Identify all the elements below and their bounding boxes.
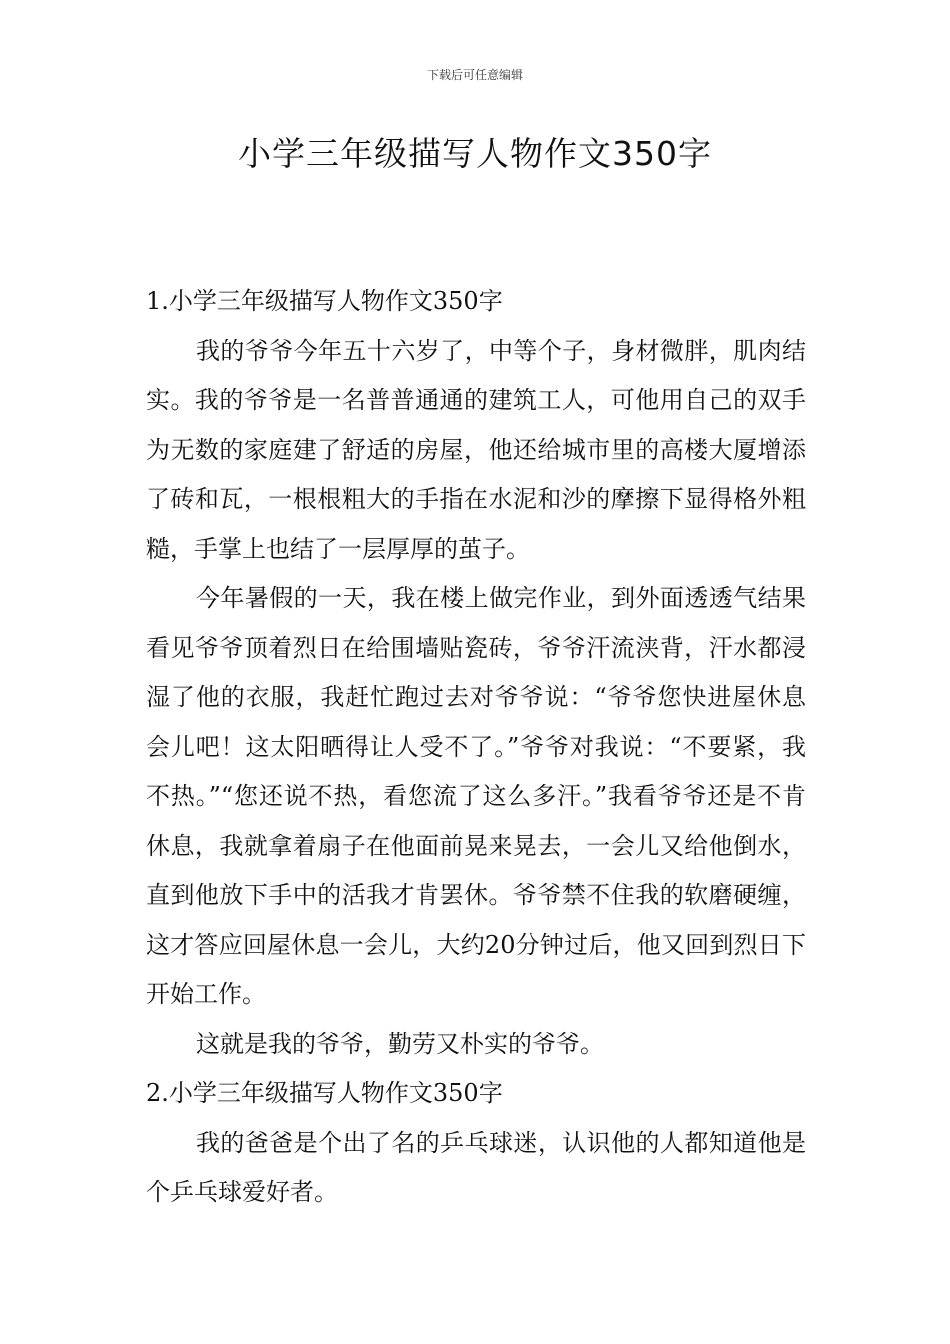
section-heading: 1.小学三年级描写人物作文350字 — [146, 287, 503, 315]
section-heading: 2.小学三年级描写人物作文350字 — [146, 1079, 503, 1107]
header-note: 下载后可任意编辑 — [426, 68, 523, 82]
paragraph: 我的爷爷今年五十六岁了，中等个子，身材微胖，肌肉结实。我的爷爷是一名普普通通的建筑工人，可他用自己的双手为无数的家庭建了舒适的房屋，他还给城市里的高楼大厦增添了砖和瓦，一根根粗大的手指在水泥和沙的摩擦下显得格外粗糙，手掌上也结了一层厚厚的茧子。 — [146, 336, 806, 563]
paragraph: 我的爸爸是个出了名的乒乓球迷，认识他的人都知道他是个乒乓球爱好者。 — [146, 1128, 806, 1206]
paragraph: 这就是我的爷爷，勤劳又朴实的爷爷。 — [196, 1029, 604, 1058]
paragraph: 今年暑假的一天，我在楼上做完作业，到外面透透气结果看见爷爷顶着烈日在给围墙贴瓷砖，爷爷汗流浃背，汗水都浸湿了他的衣服，我赶忙跑过去对爷爷说：“爷爷您快进屋休息会儿吧！这太阳晒得让人受不了。”爷爷对我说：“不要紧，我不热。”“您还说不热，看您流了这么多汗。”我看爷爷还是不肯休息，我就拿着扇子在他面前晃来晃去，一会儿又给他倒水，直到他放下手中的活我才肯罢休。爷爷禁不住我的软磨硬缠，这才答应回屋休息一会儿，大约20分钟过后，他又回到烈日下开始工作。 — [146, 584, 806, 1008]
page-title: 小学三年级描写人物作文350字 — [238, 134, 712, 173]
document-body — [146, 277, 806, 1218]
